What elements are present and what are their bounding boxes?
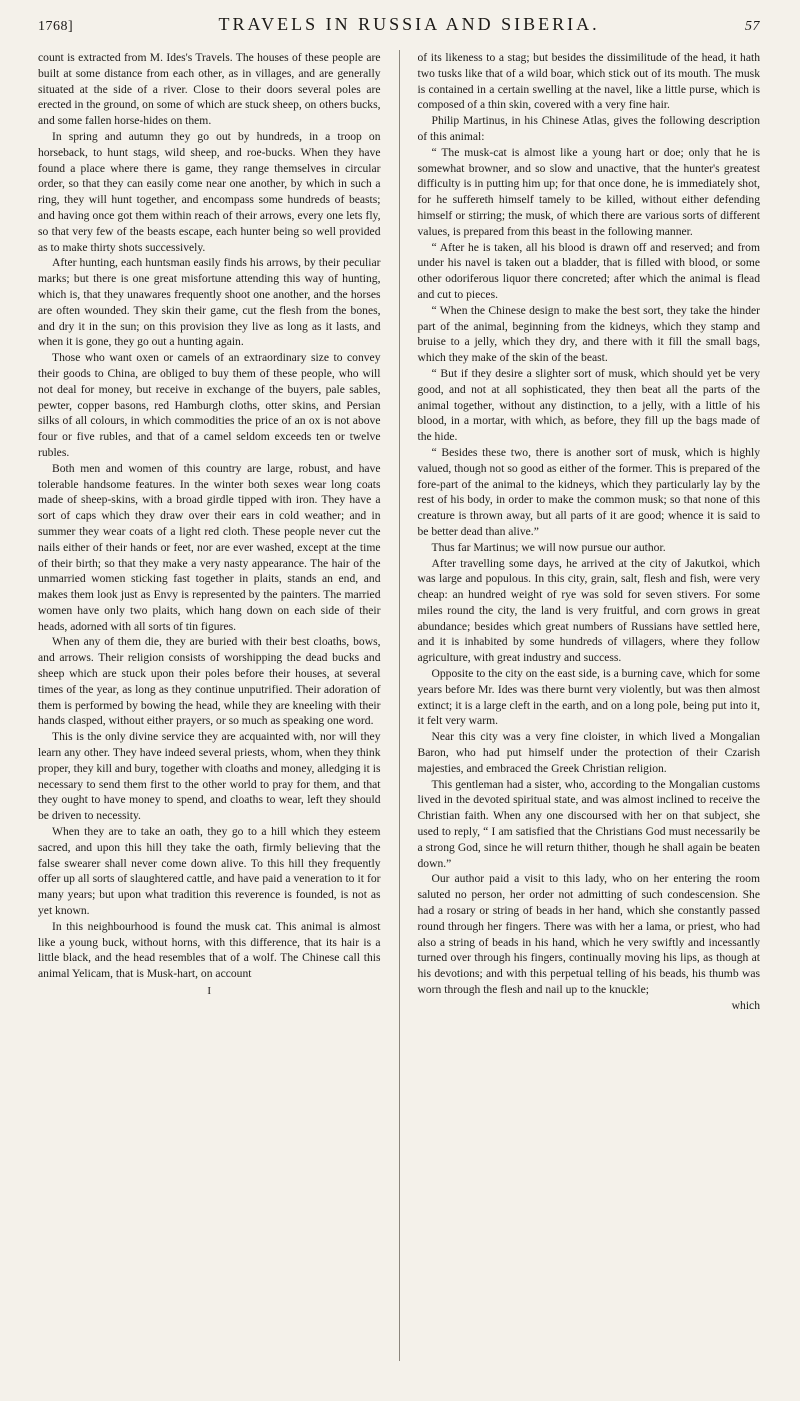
paragraph: Both men and women of this country are large, robust, and have tolerable handsome features. In the winter both sexes wear long coats made of sheep-skins, with a broad girdle tipped with iron. They have a sort of caps which they draw over their ears in cold weather; and in summer they wear coats of a light red cloth. These people never cut the nails either of their hands or feet, nor are ever washed, except at the time of their birth; so that they make a very nasty appearance. The hair of the unmarried women sticking fast together in plaits, stands an end, and makes them look just as Envy is represented by the painters. The married women have only two plaits, which hang down on each side of their heads, adorned with all sorts of tin figures. xyxy=(38,461,381,633)
quote-paragraph: “ The musk-cat is almost like a young hart or doe; only that he is somewhat browner, and so slow and unactive, that the hunter's greatest difficulty is in putting him up; for that once done, he is immediately shot, for he suffereth himself tamely to be killed, without either defending himself or stirring; the musk, of which there are various sorts of different values, is prepared from this beast in the following manner. xyxy=(417,145,760,238)
paragraph: In spring and autumn they go out by hundreds, in a troop on horseback, to hunt stags, wild sheep, and roe-bucks. When they have found a place where there is game, they range themselves in circular order, so that they can easily come near one another, by which in such a ring, they will hunt together, and encompass some hundreds of beasts; and having once got them within reach of their arrows, every one lets fly, so that very few of the beasts escape, each hunter being so well provided as to make thirty shots successively. xyxy=(38,129,381,254)
paragraph: This is the only divine service they are acquainted with, nor will they learn any other. They have indeed several priests, whom, when they think proper, they kill and bury, together with cloaths and money, alledging it is necessary to send them first to the other world to pray for them, and that they ought to have money to spend, and cloaths to wear, left they should be driven to necessity. xyxy=(38,730,381,823)
paragraph: This gentleman had a sister, who, according to the Mongalian customs lived in the devoted spiritual state, and was almost inclined to receive the Christian faith. When any one discoursed with her on that subject, she used to reply, “ I am satisfied that the Christians God must necessarily be a strong God, since he will return thither, though he shall again be beaten down.” xyxy=(417,777,760,870)
header-year: 1768] xyxy=(38,19,74,34)
paragraph: After hunting, each huntsman easily finds his arrows, by their peculiar marks; but there is one great misfortune attending this way of hunting, which is, that they unawares frequently shoot one another, and the horses are often wounded. They skin their game, cut the flesh from the bones, and dry it in the sun; on this provision they live as long as it lasts, and when it is gone, they go out a hunting again. xyxy=(38,256,381,349)
text-columns xyxy=(38,50,760,1361)
header-page-number: 57 xyxy=(744,19,760,34)
paragraph: After travelling some days, he arrived at the city of Jakutkoi, which was large and populous. In this city, grain, salt, flesh and fish, were very cheap: an hundred weight of rye was sold for seven stivers. For some miles round the city, the land is very fruitful, and corn grows in great abundance; besides which great numbers of Russians have settled here, and it is inhabited by some hundreds of villagers, where they follow agriculture, with great industry and success. xyxy=(417,556,760,665)
quote-paragraph: “ After he is taken, all his blood is drawn off and reserved; and from under his navel is taken out a bladder, that is filled with blood, or some other odoriferous liquor there concreted; after which the animal is flead and cut to pieces. xyxy=(417,240,760,301)
column-divider xyxy=(399,50,400,1361)
paragraph: When any of them die, they are buried with their best cloaths, bows, and arrows. Their religion consists of worshipping the dead bucks and sheep which are stuck upon their poles before their houses, at several times of the year, as long as they continue unputrified. Their adoration of them is performed by bowing the head, while they are kneeling with their hands clasped, without either prayers, or so much as speaking one word. xyxy=(38,635,381,728)
header-title: TRAVELS IN RUSSIA AND SIBERIA. xyxy=(218,14,600,34)
paragraph: Our author paid a visit to this lady, who on her entering the room saluted no person, her order not admitting of such condescension. She had a rosary or string of beads in her hand, which she constantly passed round through her fingers. There was with her a lama, or priest, who had also a string of beads in his hand, which he very swiftly and incessantly turned over through his fingers, continually moving his lips, as though at his devotions; and with this perpetual telling of his beads, his thumb was worn through the flesh and nail up to the knuckle; xyxy=(417,872,760,997)
paragraph: Thus far Martinus; we will now pursue our author. xyxy=(431,540,666,554)
paragraph: count is extracted from M. Ides's Travels. The houses of these people are built at some distance from each other, as in villages, and are generally situated at the side of a river. Close to their doors several poles are erected in the ground, on some of which are stuck sheep, on others bucks, and some fallen horse-hides on them. xyxy=(38,51,381,128)
signature-mark: I xyxy=(207,985,212,998)
paragraph: of its likeness to a stag; but besides the dissimilitude of the head, it hath two tusks like that of a wild boar, which stick out of its mouth. The musk is contained in a certain swelling at the navel, like a little purse, which is composed of a thin skin, covered with a very fine hair. xyxy=(417,51,760,112)
paragraph: Those who want oxen or camels of an extraordinary size to convey their goods to China, are obliged to buy them of these people, who will not deal for money, but receive in exchange of the buyers, pale sables, pewter, copper basons, red Hamburgh cloths, otter skins, and Persian silks of all colours, in which commodities the price of an ox is not above four or five rubles, and that of a camel seldom exceeds ten or twelve rubles. xyxy=(38,351,381,459)
right-column xyxy=(418,50,761,1361)
paragraph: Opposite to the city on the east side, is a burning cave, which for some years before Mr. Ides was there burnt very violently, but was then almost extinct; it is a large cleft in the earth, and on a long pole, being put into it, it felt very warm. xyxy=(417,667,760,728)
quote-paragraph: “ Besides these two, there is another sort of musk, which is highly valued, though not so good as either of the former. This is prepared of the fore-part of the animal to the kidneys, which they particularly lay by the rest of his body, in order to make the common musk; so that none of this creature is thrown away, but all parts of it are good; whence it is said to be better dead than alive.” xyxy=(417,445,760,538)
quote-paragraph: “ But if they desire a slighter sort of musk, which should yet be very good, and not at all sophisticated, they then beat all the parts of the animal together, without any distinction, to a jelly, with a little of his blood, in a mortar, with which, as before, they fill up the bags made of the hide. xyxy=(417,366,760,444)
quote-paragraph: “ When the Chinese design to make the best sort, they take the hinder part of the animal, beginning from the kidneys, which they stamp and bruise to a jelly, which they dry, and there with it fill the small bags, which they make of the skin of the beast. xyxy=(417,303,760,365)
paragraph: Philip Martinus, in his Chinese Atlas, gives the following description of this animal: xyxy=(417,114,760,143)
catchword: which xyxy=(731,998,760,1012)
paragraph: Near this city was a very fine cloister, in which lived a Mongalian Baron, who had put himself under the protection of their Czarish majesties, and embraced the Greek Christian religion. xyxy=(417,730,760,775)
paragraph: In this neighbourhood is found the musk cat. This animal is almost like a young buck, without horns, with this difference, that its hair is a little black, and the head resembles that of a wolf. The Chinese call this animal Yelicam, that is Musk-hart, on account xyxy=(38,919,381,981)
left-column xyxy=(38,50,381,1361)
running-head xyxy=(38,14,760,40)
paragraph: When they are to take an oath, they go to a hill which they esteem sacred, and upon this hill they take the oath, firmly believing that the false swearer shall never come down alive. To this hill they frequently offer up all sorts of slaughtered cattle, and have paid a veneration to it for many years; but upon what tradition this reverence is founded, is not as yet known. xyxy=(38,825,381,918)
